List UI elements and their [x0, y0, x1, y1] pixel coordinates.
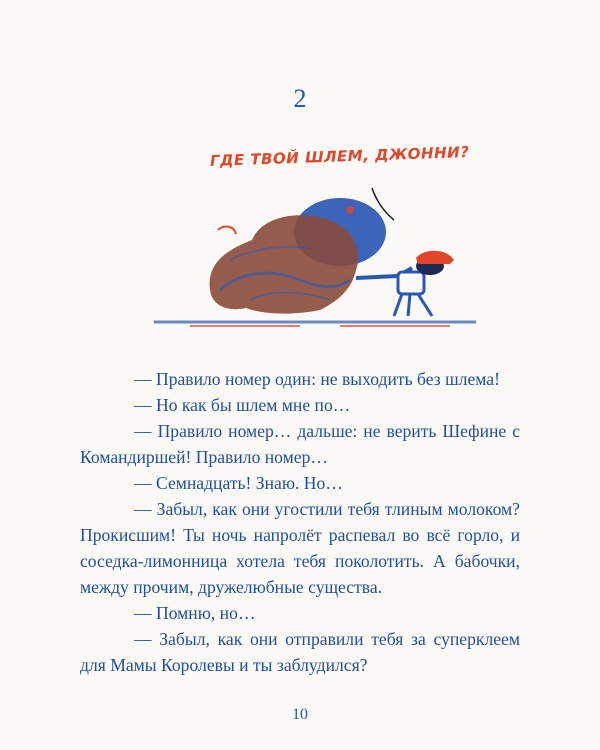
- paragraph: — Но как бы шлем мне по…: [134, 395, 351, 415]
- paragraph: — Правило номер один: не выходить без шлема!: [134, 369, 500, 389]
- ant-character: [394, 251, 454, 316]
- page-number: 10: [292, 706, 308, 723]
- speech-text: ГДЕ ТВОЙ ШЛЕМ, ДЖОННИ?: [209, 142, 470, 170]
- paragraph: — Семнадцать! Знаю. Но…: [134, 473, 343, 493]
- paragraph: — Помню, но…: [134, 603, 256, 623]
- chapter-number: 2: [293, 84, 307, 113]
- paragraph: — Забыл, как они отправили тебя за суперклеем для Мамы Королевы и ты заблудился?: [80, 629, 520, 675]
- brown-mass: [210, 215, 359, 313]
- paragraph: — Правило номер… дальше: не верить Шефине с Командиршей! Правило номер…: [80, 421, 520, 467]
- paragraph: — Забыл, как они угостили тебя тлиным молоком? Прокисшим! Ты ночь напролёт распевал во всё горло, и соседка-лимонница хотела тебя поколотить. А бабочки, между прочим, дружелюбные существа.: [80, 499, 520, 597]
- illustration: [150, 140, 480, 340]
- body-text: [80, 366, 520, 678]
